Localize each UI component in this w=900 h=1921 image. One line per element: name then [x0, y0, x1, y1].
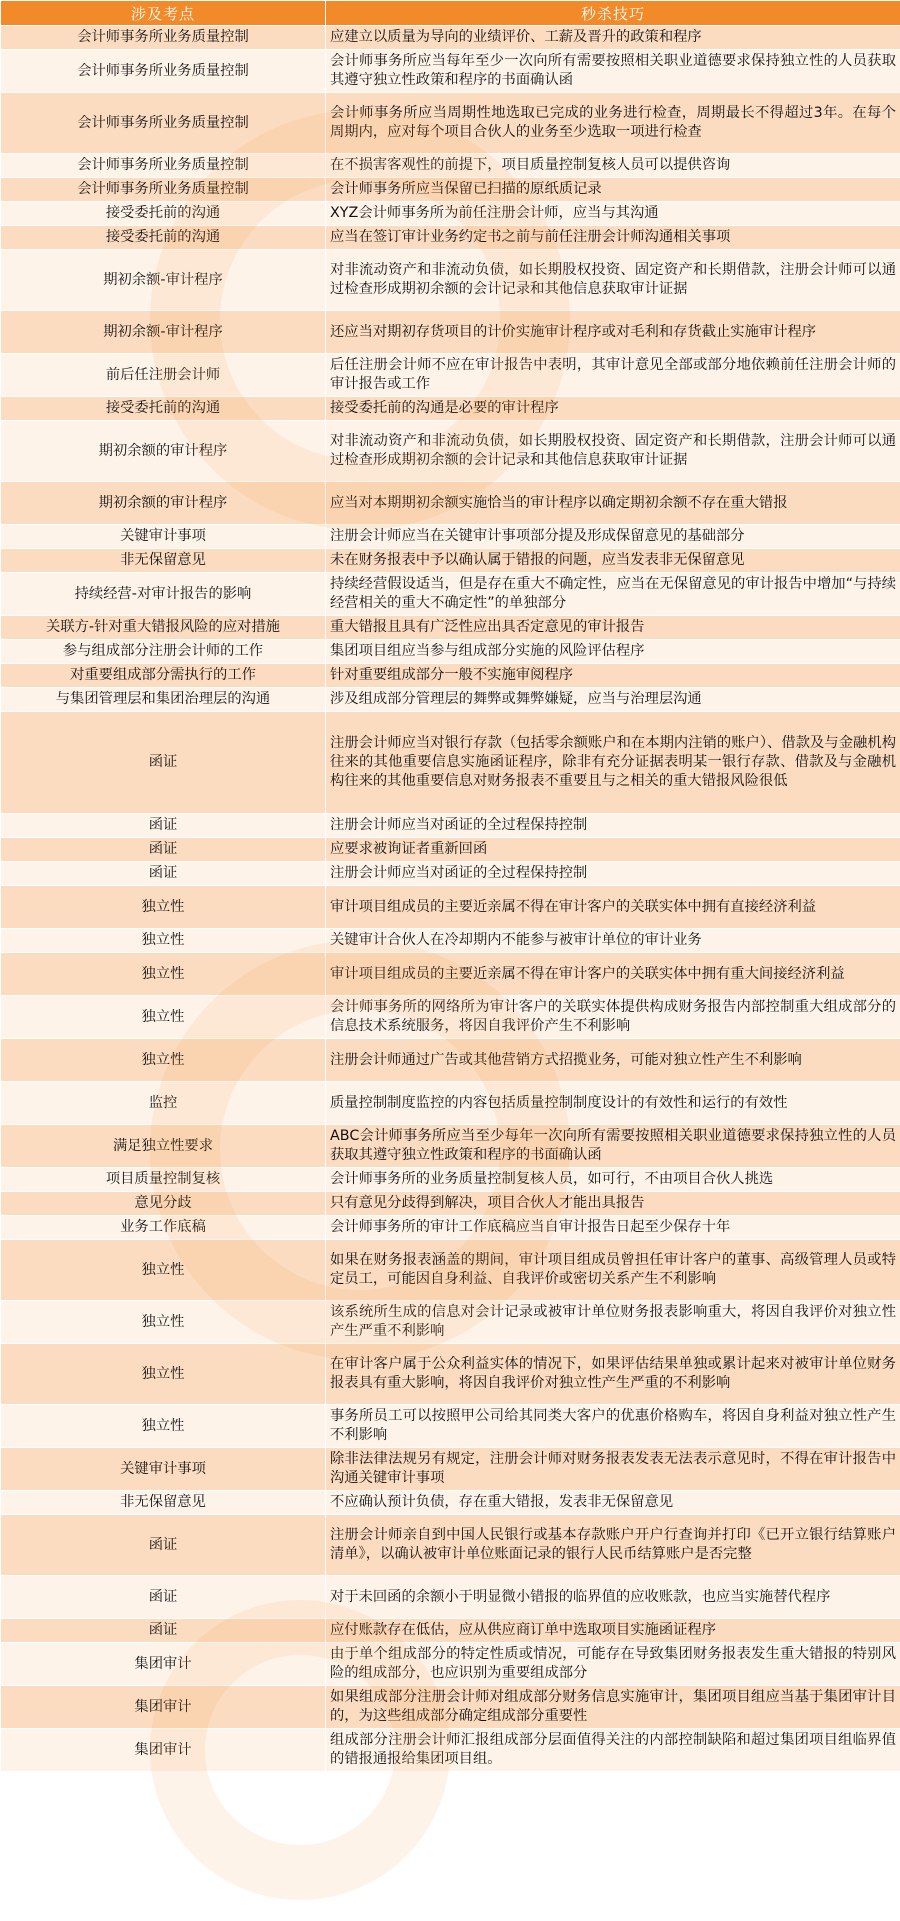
row-topic: 关键审计事项 [1, 525, 326, 549]
row-topic: 会计师事务所业务质量控制 [1, 178, 326, 202]
table-row [1, 1643, 900, 1686]
table-row [1, 664, 900, 688]
row-tip: 注册会计师通过广告或其他营销方式招揽业务，可能对独立性产生不利影响 [326, 1039, 900, 1082]
table-row [1, 154, 900, 178]
row-topic: 关联方-针对重大错报风险的应对措施 [1, 616, 326, 640]
row-tip: 会计师事务所应当周期性地选取已完成的业务进行检查，周期最长不得超过3年。在每个周期内，应对每个项目合伙人的业务至少选取一项进行检查 [326, 93, 900, 154]
row-tip: 会计师事务所的审计工作底稿应当自审计报告日起至少保存十年 [326, 1216, 900, 1240]
row-tip: 还应当对期初存货项目的计价实施审计程序或对毛利和存货截止实施审计程序 [326, 311, 900, 354]
row-topic: 独立性 [1, 1405, 326, 1448]
row-tip: 持续经营假设适当，但是存在重大不确定性，应当在无保留意见的审计报告中增加“与持续经营相关的重大不确定性”的单独部分 [326, 573, 900, 616]
row-topic: 期初余额-审计程序 [1, 311, 326, 354]
row-topic: 会计师事务所业务质量控制 [1, 154, 326, 178]
row-tip: 涉及组成部分管理层的舞弊或舞弊嫌疑，应当与治理层沟通 [326, 688, 900, 712]
row-topic: 参与组成部分注册会计师的工作 [1, 640, 326, 664]
row-tip: 后任注册会计师不应在审计报告中表明，其审计意见全部或部分地依赖前任注册会计师的审计报告或工作 [326, 354, 900, 397]
table-row [1, 640, 900, 664]
row-tip: 只有意见分歧得到解决，项目合伙人才能出具报告 [326, 1192, 900, 1216]
table-row [1, 525, 900, 549]
row-tip: 对非流动资产和非流动负债，如长期股权投资、固定资产和长期借款，注册会计师可以通过检查形成期初余额的会计记录和其他信息获取审计证据 [326, 250, 900, 311]
table-row [1, 1082, 900, 1125]
row-tip: 该系统所生成的信息对会计记录或被审计单位财务报表影响重大，将因自我评价对独立性产生严重不利影响 [326, 1301, 900, 1344]
row-topic: 独立性 [1, 886, 326, 929]
row-topic: 集团审计 [1, 1729, 326, 1772]
row-tip: 应当在签订审计业务约定书之前与前任注册会计师沟通相关事项 [326, 226, 900, 250]
table-row [1, 311, 900, 354]
table-row [1, 549, 900, 573]
row-tip: 关键审计合伙人在冷却期内不能参与被审计单位的审计业务 [326, 929, 900, 953]
table-header-row [1, 1, 900, 26]
table-row [1, 712, 900, 814]
table-row [1, 226, 900, 250]
row-tip: 质量控制制度监控的内容包括质量控制制度设计的有效性和运行的有效性 [326, 1082, 900, 1125]
row-topic: 非无保留意见 [1, 1491, 326, 1515]
row-topic: 前后任注册会计师 [1, 354, 326, 397]
table-row [1, 1619, 900, 1643]
table-row [1, 1576, 900, 1619]
table-row [1, 1729, 900, 1772]
row-tip: 应要求被询证者重新回函 [326, 838, 900, 862]
table-row [1, 1515, 900, 1576]
row-topic: 会计师事务所业务质量控制 [1, 50, 326, 93]
row-topic: 项目质量控制复核 [1, 1168, 326, 1192]
row-topic: 集团审计 [1, 1686, 326, 1729]
row-tip: 应当对本期期初余额实施恰当的审计程序以确定期初余额不存在重大错报 [326, 482, 900, 525]
row-tip: XYZ会计师事务所为前任注册会计师，应当与其沟通 [326, 202, 900, 226]
row-topic: 对重要组成部分需执行的工作 [1, 664, 326, 688]
header-tip: 秒杀技巧 [326, 1, 900, 26]
row-topic: 与集团管理层和集团治理层的沟通 [1, 688, 326, 712]
row-tip: 由于单个组成部分的特定性质或情况，可能存在导致集团财务报表发生重大错报的特别风险的组成部分，也应识别为重要组成部分 [326, 1643, 900, 1686]
row-topic: 函证 [1, 1619, 326, 1643]
table-row [1, 1039, 900, 1082]
row-tip: 应建立以质量为导向的业绩评价、工薪及晋升的政策和程序 [326, 26, 900, 50]
row-topic: 函证 [1, 862, 326, 886]
row-topic: 意见分歧 [1, 1192, 326, 1216]
row-topic: 监控 [1, 1082, 326, 1125]
table-row [1, 929, 900, 953]
table-row [1, 862, 900, 886]
row-topic: 关键审计事项 [1, 1448, 326, 1491]
row-topic: 业务工作底稿 [1, 1216, 326, 1240]
row-topic: 期初余额-审计程序 [1, 250, 326, 311]
table-row [1, 1491, 900, 1515]
row-tip: ABC会计师事务所应当至少每年一次向所有需要按照相关职业道德要求保持独立性的人员获取其遵守独立性政策和程序的书面确认函 [326, 1125, 900, 1168]
table-row [1, 482, 900, 525]
row-tip: 会计师事务所的网络所为审计客户的关联实体提供构成财务报告内部控制重大组成部分的信息技术系统服务，将因自我评价产生不利影响 [326, 996, 900, 1039]
table-row [1, 93, 900, 154]
table-row [1, 1686, 900, 1729]
row-topic: 接受委托前的沟通 [1, 226, 326, 250]
row-topic: 独立性 [1, 1039, 326, 1082]
row-topic: 函证 [1, 814, 326, 838]
row-topic: 独立性 [1, 1344, 326, 1405]
row-tip: 集团项目组应当参与组成部分实施的风险评估程序 [326, 640, 900, 664]
row-tip: 审计项目组成员的主要近亲属不得在审计客户的关联实体中拥有重大间接经济利益 [326, 953, 900, 996]
table-row [1, 250, 900, 311]
header-topic: 涉及考点 [1, 1, 326, 26]
row-tip: 除非法律法规另有规定，注册会计师对财务报表发表无法表示意见时，不得在审计报告中沟通关键审计事项 [326, 1448, 900, 1491]
table-row [1, 1216, 900, 1240]
row-topic: 持续经营-对审计报告的影响 [1, 573, 326, 616]
row-tip: 在审计客户属于公众利益实体的情况下，如果评估结果单独或累计起来对被审计单位财务报表具有重大影响，将因自我评价对独立性产生严重的不利影响 [326, 1344, 900, 1405]
row-tip: 如果在财务报表涵盖的期间，审计项目组成员曾担任审计客户的董事、高级管理人员或特定员工，可能因自身利益、自我评价或密切关系产生不利影响 [326, 1240, 900, 1301]
row-tip: 未在财务报表中予以确认属于错报的问题，应当发表非无保留意见 [326, 549, 900, 573]
row-topic: 接受委托前的沟通 [1, 202, 326, 226]
row-topic: 满足独立性要求 [1, 1125, 326, 1168]
row-tip: 注册会计师应当对银行存款（包括零余额账户和在本期内注销的账户）、借款及与金融机构往来的其他重要信息实施函证程序，除非有充分证据表明某一银行存款、借款及与金融机构往来的其他重要信息对财务报表不重要且与之相关的重大错报风险很低 [326, 712, 900, 814]
table-row [1, 26, 900, 50]
row-tip: 在不损害客观性的前提下，项目质量控制复核人员可以提供咨询 [326, 154, 900, 178]
row-tip: 注册会计师应当对函证的全过程保持控制 [326, 814, 900, 838]
row-topic: 独立性 [1, 1301, 326, 1344]
table-row [1, 1405, 900, 1448]
row-topic: 会计师事务所业务质量控制 [1, 26, 326, 50]
table-row [1, 996, 900, 1039]
table-row [1, 178, 900, 202]
row-topic: 独立性 [1, 953, 326, 996]
row-topic: 独立性 [1, 1240, 326, 1301]
row-tip: 会计师事务所应当每年至少一次向所有需要按照相关职业道德要求保持独立性的人员获取其遵守独立性政策和程序的书面确认函 [326, 50, 900, 93]
table-row [1, 688, 900, 712]
row-tip: 接受委托前的沟通是必要的审计程序 [326, 397, 900, 421]
table-row [1, 886, 900, 929]
table-row [1, 814, 900, 838]
table-row [1, 1344, 900, 1405]
row-tip: 事务所员工可以按照甲公司给其同类大客户的优惠价格购车，将因自身利益对独立性产生不利影响 [326, 1405, 900, 1448]
row-tip: 审计项目组成员的主要近亲属不得在审计客户的关联实体中拥有直接经济利益 [326, 886, 900, 929]
table-row [1, 1168, 900, 1192]
row-topic: 会计师事务所业务质量控制 [1, 93, 326, 154]
row-tip: 不应确认预计负债，存在重大错报，发表非无保留意见 [326, 1491, 900, 1515]
table-row [1, 1301, 900, 1344]
row-topic: 独立性 [1, 929, 326, 953]
table-row [1, 838, 900, 862]
table-row [1, 1125, 900, 1168]
table-row [1, 50, 900, 93]
row-topic: 非无保留意见 [1, 549, 326, 573]
row-tip: 如果组成部分注册会计师对组成部分财务信息实施审计，集团项目组应当基于集团审计目的，为这些组成部分确定组成部分重要性 [326, 1686, 900, 1729]
table-row [1, 1240, 900, 1301]
row-topic: 函证 [1, 1576, 326, 1619]
row-tip: 注册会计师应当在关键审计事项部分提及形成保留意见的基础部分 [326, 525, 900, 549]
table-row [1, 1192, 900, 1216]
row-tip: 会计师事务所的业务质量控制复核人员，如可行，不由项目合伙人挑选 [326, 1168, 900, 1192]
table-row [1, 573, 900, 616]
row-topic: 独立性 [1, 996, 326, 1039]
row-topic: 期初余额的审计程序 [1, 482, 326, 525]
table-row [1, 953, 900, 996]
row-tip: 针对重要组成部分一般不实施审阅程序 [326, 664, 900, 688]
row-tip: 组成部分注册会计师汇报组成部分层面值得关注的内部控制缺陷和超过集团项目组临界值的错报通报给集团项目组。 [326, 1729, 900, 1772]
row-tip: 注册会计师亲自到中国人民银行或基本存款账户开户行查询并打印《已开立银行结算账户清单》，以确认被审计单位账面记录的银行人民币结算账户是否完整 [326, 1515, 900, 1576]
row-topic: 集团审计 [1, 1643, 326, 1686]
table-row [1, 202, 900, 226]
row-tip: 会计师事务所应当保留已扫描的原纸质记录 [326, 178, 900, 202]
table-row [1, 397, 900, 421]
table-row [1, 354, 900, 397]
row-topic: 期初余额的审计程序 [1, 421, 326, 482]
table-row [1, 616, 900, 640]
row-topic: 函证 [1, 838, 326, 862]
row-topic: 函证 [1, 712, 326, 814]
row-topic: 函证 [1, 1515, 326, 1576]
row-tip: 注册会计师应当对函证的全过程保持控制 [326, 862, 900, 886]
row-tip: 应付账款存在低估，应从供应商订单中选取项目实施函证程序 [326, 1619, 900, 1643]
row-tip: 对非流动资产和非流动负债，如长期股权投资、固定资产和长期借款，注册会计师可以通过检查形成期初余额的会计记录和其他信息获取审计证据 [326, 421, 900, 482]
row-topic: 接受委托前的沟通 [1, 397, 326, 421]
table-row [1, 1448, 900, 1491]
row-tip: 重大错报且具有广泛性应出具否定意见的审计报告 [326, 616, 900, 640]
table-row [1, 421, 900, 482]
row-tip: 对于未回函的余额小于明显微小错报的临界值的应收账款，也应当实施替代程序 [326, 1576, 900, 1619]
